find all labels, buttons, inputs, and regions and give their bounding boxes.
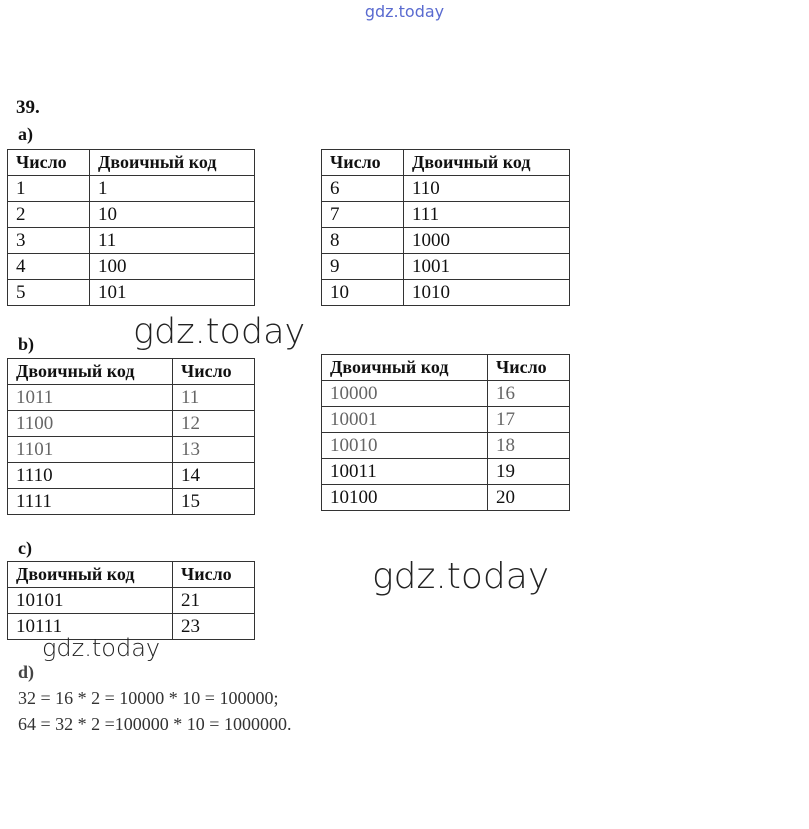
- cell-number: 16: [488, 381, 570, 407]
- table-row: [8, 176, 255, 202]
- cell-number: 11: [173, 385, 255, 411]
- cell-binary: 1000: [404, 228, 570, 254]
- table-c1-header-binary: Двоичный код: [8, 562, 173, 588]
- table-row: [8, 202, 255, 228]
- section-a-label: a): [18, 124, 33, 144]
- cell-binary: 1011: [8, 385, 173, 411]
- table-b2: [321, 354, 570, 511]
- cell-binary: 10011: [322, 459, 488, 485]
- watermark: gdz.today: [133, 312, 306, 352]
- table-a2-header-number: Число: [322, 150, 404, 176]
- task-number: 39.: [16, 97, 40, 118]
- cell-number: 20: [488, 485, 570, 511]
- table-row: [322, 254, 570, 280]
- table-c1: [7, 561, 255, 640]
- table-a1-header-number: Число: [8, 150, 90, 176]
- cell-binary: 1110: [8, 463, 173, 489]
- cell-number: 5: [8, 280, 90, 306]
- cell-binary: 11: [90, 228, 255, 254]
- table-row: [322, 228, 570, 254]
- table-row: [322, 485, 570, 511]
- cell-number: 19: [488, 459, 570, 485]
- table-row: [322, 433, 570, 459]
- table-b1-header-binary: Двоичный код: [8, 359, 173, 385]
- table-b2-header-number: Число: [488, 355, 570, 381]
- cell-number: 21: [173, 588, 255, 614]
- cell-binary: 101: [90, 280, 255, 306]
- table-row: [8, 228, 255, 254]
- table-row: [8, 280, 255, 306]
- table-a1-header-binary: Двоичный код: [90, 150, 255, 176]
- cell-number: 14: [173, 463, 255, 489]
- cell-binary: 1001: [404, 254, 570, 280]
- cell-binary: 1100: [8, 411, 173, 437]
- cell-binary: 10000: [322, 381, 488, 407]
- cell-number: 3: [8, 228, 90, 254]
- cell-binary: 1010: [404, 280, 570, 306]
- cell-binary: 110: [404, 176, 570, 202]
- table-row: [8, 254, 255, 280]
- table-row: [8, 463, 255, 489]
- cell-number: 15: [173, 489, 255, 515]
- table-c1-header-number: Число: [173, 562, 255, 588]
- cell-number: 23: [173, 614, 255, 640]
- section-d-label: d): [18, 662, 35, 682]
- cell-number: 10: [322, 280, 404, 306]
- cell-number: 2: [8, 202, 90, 228]
- watermark: gdz.today: [372, 556, 550, 597]
- table-b2-header-binary: Двоичный код: [322, 355, 488, 381]
- cell-binary: 100: [90, 254, 255, 280]
- table-row: [8, 385, 255, 411]
- table-row: [322, 459, 570, 485]
- cell-binary: 111: [404, 202, 570, 228]
- cell-binary: 10100: [322, 485, 488, 511]
- table-row: [322, 202, 570, 228]
- cell-number: 1: [8, 176, 90, 202]
- table-row: [322, 280, 570, 306]
- equation-line: 32 = 16 * 2 = 10000 * 10 = 100000;: [18, 688, 279, 708]
- section-b-label: b): [18, 334, 35, 354]
- cell-binary: 10111: [8, 614, 173, 640]
- section-c-label: c): [18, 538, 32, 558]
- table-row: [322, 381, 570, 407]
- cell-number: 4: [8, 254, 90, 280]
- table-row: [322, 407, 570, 433]
- table-b1: [7, 358, 255, 515]
- table-row: [8, 588, 255, 614]
- cell-binary: 1111: [8, 489, 173, 515]
- table-b1-header-number: Число: [173, 359, 255, 385]
- table-row: [322, 176, 570, 202]
- cell-number: 18: [488, 433, 570, 459]
- watermark-top: gdz.today: [364, 2, 445, 21]
- cell-number: 7: [322, 202, 404, 228]
- cell-binary: 10001: [322, 407, 488, 433]
- cell-binary: 1101: [8, 437, 173, 463]
- cell-binary: 10: [90, 202, 255, 228]
- table-row: [8, 411, 255, 437]
- watermark: gdz.today: [42, 634, 161, 662]
- cell-binary: 1: [90, 176, 255, 202]
- equation-line: 64 = 32 * 2 =100000 * 10 = 1000000.: [18, 714, 292, 734]
- cell-number: 13: [173, 437, 255, 463]
- cell-number: 6: [322, 176, 404, 202]
- table-a2-header-binary: Двоичный код: [404, 150, 570, 176]
- cell-binary: 10101: [8, 588, 173, 614]
- cell-number: 8: [322, 228, 404, 254]
- cell-number: 17: [488, 407, 570, 433]
- table-a2: [321, 149, 570, 306]
- table-row: [8, 489, 255, 515]
- cell-binary: 10010: [322, 433, 488, 459]
- table-a1: [7, 149, 255, 306]
- cell-number: 12: [173, 411, 255, 437]
- cell-number: 9: [322, 254, 404, 280]
- table-row: [8, 437, 255, 463]
